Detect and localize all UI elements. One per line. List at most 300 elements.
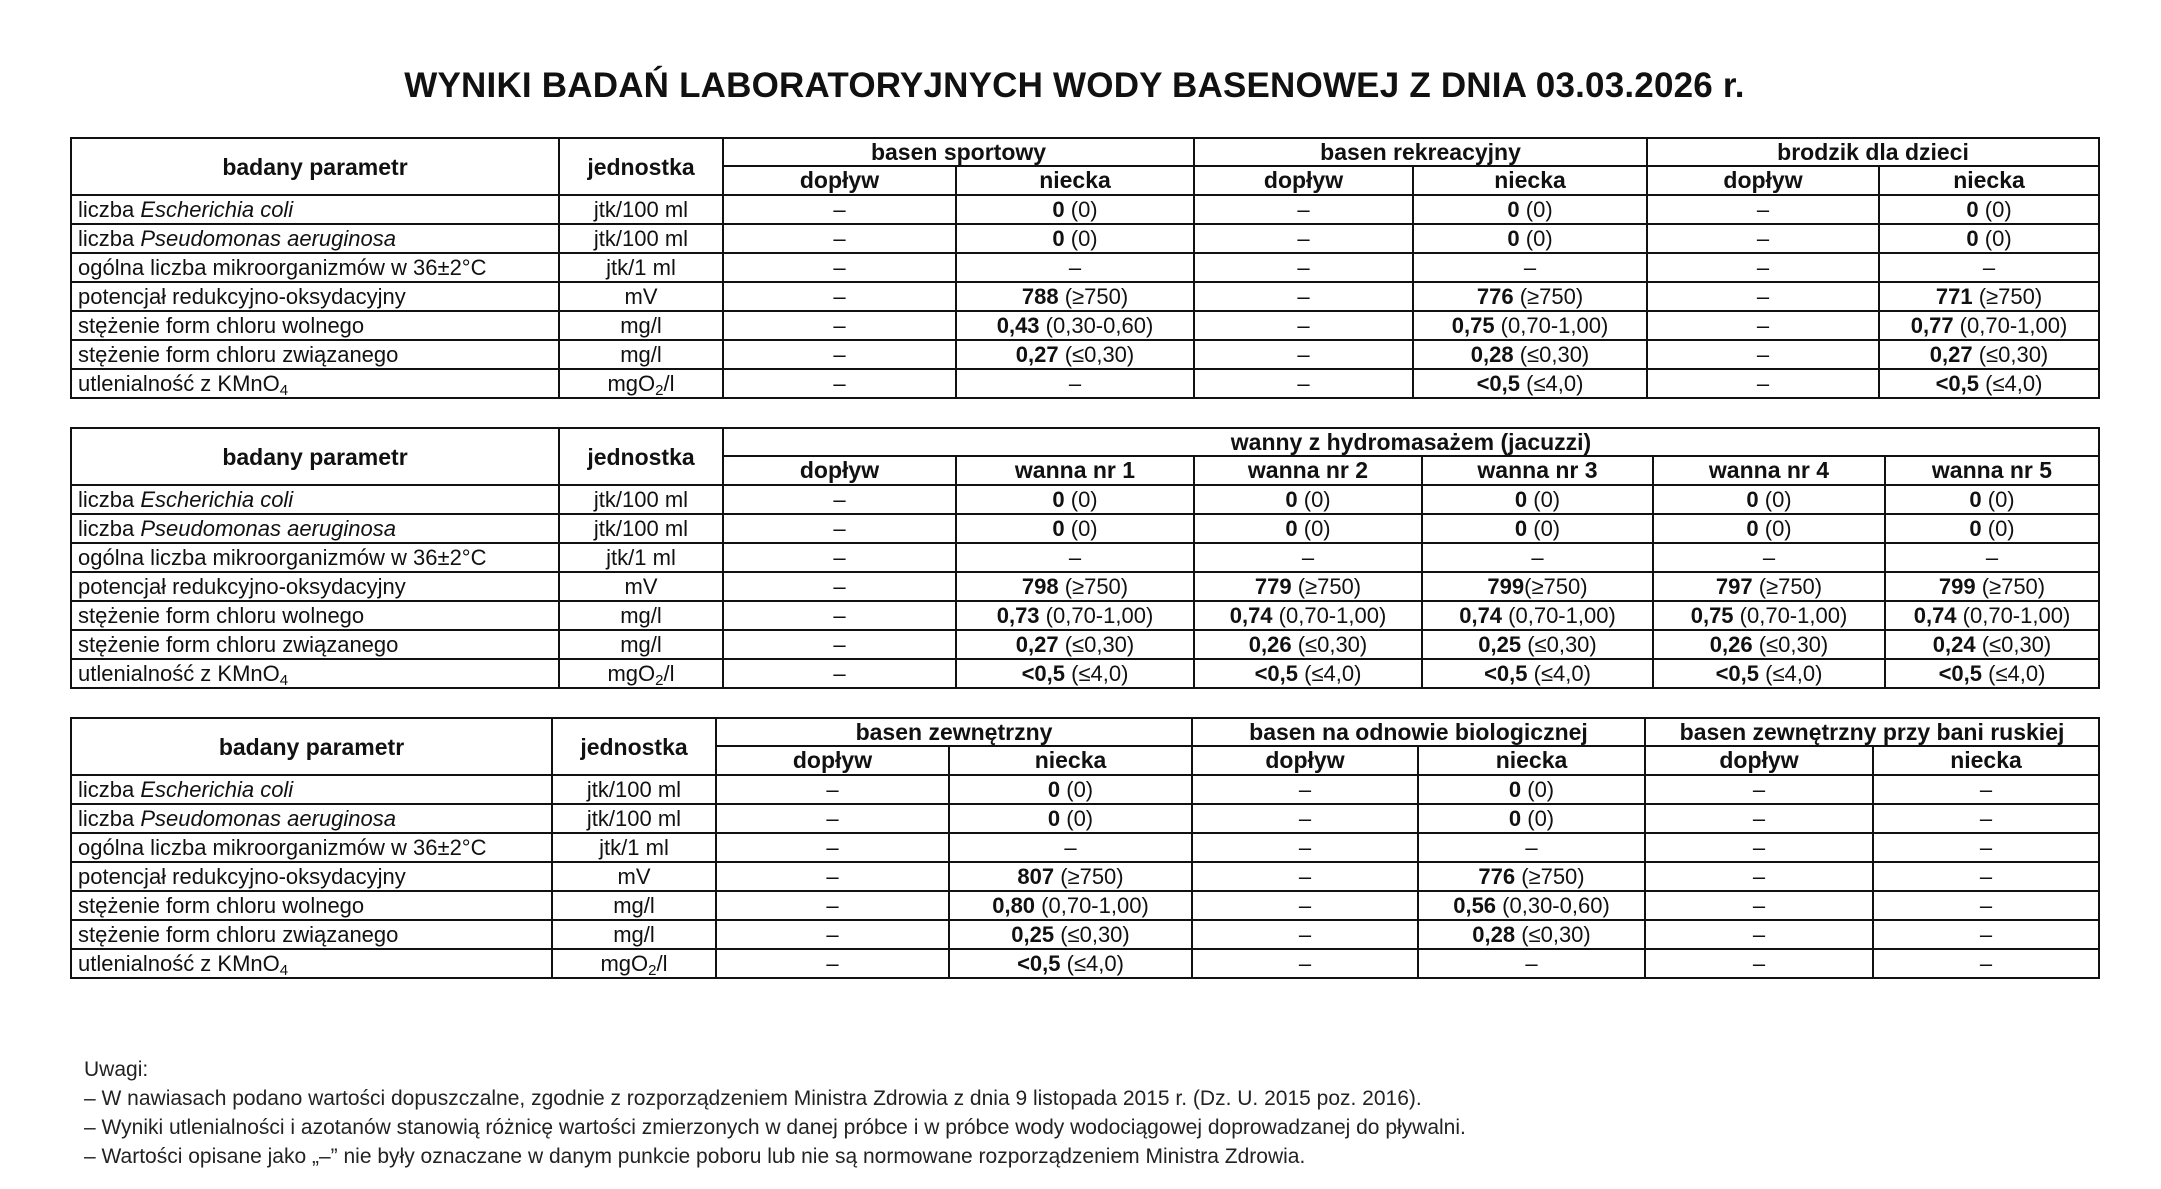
result-value: – [1756, 313, 1770, 338]
result-value: 776 [1478, 864, 1516, 889]
result-limit: (≤4,0) [1520, 371, 1584, 396]
result-limit: (≤4,0) [1060, 951, 1124, 976]
header-row-groups [71, 138, 2099, 166]
unit-cell [559, 514, 723, 543]
result-cell [1879, 340, 2099, 369]
result-value: – [1298, 777, 1312, 802]
results-table-outdoor [70, 717, 2100, 979]
result-limit: (0) [1981, 516, 2015, 541]
result-cell [723, 543, 956, 572]
result-cell [1194, 572, 1422, 601]
result-cell [1645, 833, 1873, 862]
result-limit: (0,30-0,60) [1039, 313, 1154, 338]
result-value: 799 [1938, 574, 1976, 599]
result-cell [716, 920, 949, 949]
result-cell [716, 775, 949, 804]
result-value: <0,5 [1938, 661, 1982, 686]
result-limit: (≥750) [1054, 864, 1124, 889]
result-value: – [1297, 255, 1310, 280]
sampling-point-header: niecka [1873, 746, 2099, 775]
result-value: – [833, 313, 846, 338]
unit-cell [559, 224, 723, 253]
result-cell [1647, 369, 1879, 398]
unit-cell [559, 659, 723, 688]
result-value: <0,5 [1476, 371, 1521, 396]
result-value: 771 [1935, 284, 1973, 309]
result-cell [1192, 804, 1418, 833]
result-limit: (≤0,30) [1975, 632, 2052, 657]
result-value: 0 [1052, 487, 1065, 512]
result-value: 0,28 [1470, 342, 1514, 367]
result-value: – [1531, 545, 1544, 570]
table-row [71, 833, 2099, 862]
result-limit: (0) [1064, 487, 1098, 512]
result-limit: (0,70-1,00) [1953, 313, 2068, 338]
result-value: – [1297, 226, 1310, 251]
result-value: – [1979, 951, 1993, 976]
result-value: – [1297, 197, 1310, 222]
result-value: – [1301, 545, 1315, 570]
table-row [71, 253, 2099, 282]
result-cell [956, 659, 1194, 688]
parameter-name [71, 804, 552, 833]
parameter-organism: Pseudomonas aeruginosa [140, 226, 396, 251]
group-header: basen zewnętrzny [716, 718, 1192, 746]
result-limit: (≥750) [1975, 574, 2046, 599]
result-value: 807 [1017, 864, 1055, 889]
result-cell [949, 833, 1192, 862]
result-limit: (0) [1521, 777, 1555, 802]
group-header: wanny z hydromasażem (jacuzzi) [723, 428, 2099, 456]
result-cell [1885, 659, 2099, 688]
result-value: 0 [1047, 777, 1061, 802]
result-limit: (≤4,0) [1065, 661, 1129, 686]
sampling-point-header: wanna nr 1 [956, 456, 1194, 485]
unit-tail: /l [663, 371, 675, 396]
result-cell [1873, 920, 2099, 949]
result-limit: (0,70-1,00) [1502, 603, 1616, 628]
result-value: – [1297, 342, 1310, 367]
sampling-point-header: dopływ [723, 456, 956, 485]
parameter-name [71, 920, 552, 949]
result-value: – [1756, 226, 1770, 251]
result-limit: (≤4,0) [1527, 661, 1591, 686]
group-header: basen na odnowie biologicznej [1192, 718, 1645, 746]
sampling-point-header: wanna nr 3 [1422, 456, 1653, 485]
result-limit: (0,70-1,00) [1494, 313, 1609, 338]
result-value: – [1752, 864, 1766, 889]
unit-cell [552, 775, 716, 804]
result-limit: (≤0,30) [1291, 632, 1368, 657]
parameter-name [71, 224, 559, 253]
header-row-groups [71, 718, 2099, 746]
parameter-name [71, 253, 559, 282]
result-limit: (≤0,30) [1515, 922, 1591, 947]
result-cell [1879, 253, 2099, 282]
unit-cell [552, 891, 716, 920]
result-value: – [1525, 951, 1538, 976]
result-value: – [833, 603, 846, 628]
result-cell [1653, 485, 1885, 514]
result-cell [956, 543, 1194, 572]
result-cell [1885, 601, 2099, 630]
result-cell [1418, 920, 1645, 949]
result-value: 0,25 [1011, 922, 1055, 947]
result-value: 0 [1969, 487, 1982, 512]
result-value: 0,75 [1690, 603, 1734, 628]
result-limit: (0) [1521, 806, 1555, 831]
result-limit: (≥750) [1524, 574, 1588, 599]
parameter-label: liczba [78, 806, 141, 831]
result-limit: (0) [1981, 487, 2015, 512]
unit-label: mg/l [620, 342, 662, 367]
table-row [71, 775, 2099, 804]
result-cell [1653, 572, 1885, 601]
result-cell [1413, 311, 1647, 340]
unit-label: mgO [607, 371, 656, 396]
table-row [71, 891, 2099, 920]
table-row [71, 630, 2099, 659]
result-cell [1645, 891, 1873, 920]
result-cell [1885, 543, 2099, 572]
result-limit: (≥750) [1513, 284, 1584, 309]
table-row [71, 572, 2099, 601]
unit-cell [559, 340, 723, 369]
result-cell [1194, 601, 1422, 630]
result-value: 0 [1514, 487, 1528, 512]
result-value: 779 [1254, 574, 1292, 599]
result-value: – [1297, 371, 1310, 396]
parameter-label: utlenialność z KMnO [78, 371, 280, 396]
parameter-organism: Pseudomonas aeruginosa [140, 806, 396, 831]
parameter-name [71, 601, 559, 630]
column-header-parameter: badany parametr [71, 718, 552, 775]
parameter-name [71, 195, 559, 224]
parameter-label: ogólna liczba mikroorganizmów w 36±2°C [78, 255, 487, 280]
result-cell [1873, 833, 2099, 862]
result-value: 0 [1969, 516, 1982, 541]
result-value: – [833, 197, 846, 222]
result-cell [1413, 369, 1647, 398]
unit-tail: /l [656, 951, 668, 976]
table-row [71, 601, 2099, 630]
result-limit: (≤0,30) [1521, 632, 1597, 657]
table-row [71, 862, 2099, 891]
result-cell [1194, 369, 1413, 398]
result-value: – [833, 342, 846, 367]
unit-label: mgO [600, 951, 649, 976]
result-value: – [833, 574, 846, 599]
result-cell [1645, 920, 1873, 949]
result-value: <0,5 [1935, 371, 1980, 396]
result-value: 0 [1047, 806, 1061, 831]
result-value: 0 [1052, 226, 1065, 251]
parameter-label: stężenie form chloru związanego [78, 342, 399, 367]
result-value: – [833, 226, 846, 251]
result-cell [1418, 804, 1645, 833]
unit-label: mg/l [613, 922, 655, 947]
result-cell [1192, 862, 1418, 891]
result-value: – [1298, 806, 1312, 831]
result-limit: (≤4,0) [1982, 661, 2046, 686]
result-value: – [1756, 371, 1770, 396]
parameter-label: potencjał redukcyjno-oksydacyjny [78, 284, 406, 309]
result-limit: (0,70-1,00) [1956, 603, 2071, 628]
result-value: – [1298, 893, 1312, 918]
result-cell [1879, 282, 2099, 311]
table-row [71, 282, 2099, 311]
result-value: 0,28 [1472, 922, 1516, 947]
unit-tail: /l [663, 661, 675, 686]
result-value: 0 [1966, 226, 1979, 251]
result-value: – [1298, 864, 1312, 889]
result-limit: (0) [1064, 226, 1098, 251]
result-cell [723, 224, 956, 253]
result-value: 0,26 [1709, 632, 1753, 657]
result-value: 0 [1746, 487, 1759, 512]
result-cell [1647, 340, 1879, 369]
result-value: – [826, 922, 839, 947]
note-item: – Wyniki utlenialności i azotanów stanowią różnicę wartości zmierzonych w danej próbce i w próbce wody wodociągowej doprowadzanej do pływalni. [84, 1116, 1466, 1139]
parameter-label: liczba [78, 226, 141, 251]
parameter-subscript: 4 [279, 382, 289, 398]
result-cell [1418, 862, 1645, 891]
table-row [71, 514, 2099, 543]
unit-cell [559, 543, 723, 572]
result-value: – [1982, 255, 1996, 280]
result-value: – [1752, 951, 1766, 976]
result-cell [723, 311, 956, 340]
result-cell [956, 224, 1194, 253]
result-cell [723, 514, 956, 543]
result-cell [1879, 311, 2099, 340]
result-value: – [1068, 545, 1082, 570]
result-cell [1418, 949, 1645, 978]
result-value: 0 [1507, 226, 1520, 251]
result-value: 0 [1285, 516, 1298, 541]
notes-section [84, 1055, 1466, 1171]
result-cell [716, 891, 949, 920]
page-title: WYNIKI BADAŃ LABORATORYJNYCH WODY BASENOWEJ Z DNIA 03.03.2026 r. [404, 66, 1745, 105]
unit-cell [559, 572, 723, 601]
result-cell [956, 369, 1194, 398]
parameter-name [71, 891, 552, 920]
result-cell [1879, 195, 2099, 224]
result-cell [1422, 630, 1653, 659]
parameter-label: potencjał redukcyjno-oksydacyjny [78, 864, 406, 889]
result-cell [1653, 514, 1885, 543]
result-limit: (0) [1758, 516, 1792, 541]
result-cell [1873, 949, 2099, 978]
parameter-subscript: 4 [279, 962, 289, 978]
result-limit: (0) [1060, 777, 1094, 802]
table-row [71, 485, 2099, 514]
unit-label: jtk/100 ml [593, 487, 689, 512]
unit-cell [559, 485, 723, 514]
result-cell [723, 369, 956, 398]
result-value: – [826, 777, 839, 802]
unit-label: jtk/100 ml [586, 777, 682, 802]
result-limit: (0,30-0,60) [1496, 893, 1610, 918]
result-cell [1422, 601, 1653, 630]
result-limit: (0) [1064, 197, 1098, 222]
result-value: 797 [1715, 574, 1753, 599]
result-cell [723, 572, 956, 601]
result-value: 0,74 [1459, 603, 1503, 628]
parameter-label: utlenialność z KMnO [78, 661, 280, 686]
result-cell [1413, 282, 1647, 311]
parameter-label: liczba [78, 516, 141, 541]
result-value: 0 [1746, 516, 1759, 541]
result-cell [1422, 659, 1653, 688]
result-value: 0,27 [1929, 342, 1973, 367]
result-limit: (≥750) [1058, 284, 1129, 309]
result-value: – [1979, 835, 1993, 860]
results-table-jacuzzi [70, 427, 2100, 689]
result-limit: (0,70-1,00) [1733, 603, 1848, 628]
parameter-name [71, 572, 559, 601]
result-cell [723, 253, 956, 282]
result-cell [956, 253, 1194, 282]
result-value: – [1756, 342, 1770, 367]
result-cell [1873, 775, 2099, 804]
result-cell [949, 920, 1192, 949]
result-cell [956, 282, 1194, 311]
unit-label: mV [624, 284, 658, 309]
result-cell [1645, 804, 1873, 833]
result-limit: (≥750) [1291, 574, 1362, 599]
result-value: – [1297, 284, 1310, 309]
column-header-parameter: badany parametr [71, 138, 559, 195]
header-row-groups [71, 428, 2099, 456]
parameter-label: stężenie form chloru wolnego [78, 603, 365, 628]
result-value: 0,74 [1913, 603, 1957, 628]
parameter-label: utlenialność z KMnO [78, 951, 280, 976]
result-cell [1194, 253, 1413, 282]
unit-subscript: 2 [655, 672, 664, 688]
result-cell [1413, 224, 1647, 253]
parameter-label: stężenie form chloru wolnego [78, 313, 365, 338]
result-limit: (≤4,0) [1759, 661, 1823, 686]
result-cell [716, 804, 949, 833]
result-value: – [826, 893, 839, 918]
result-value: 0,73 [996, 603, 1040, 628]
result-cell [956, 601, 1194, 630]
unit-label: jtk/100 ml [586, 806, 682, 831]
result-value: 0,43 [996, 313, 1040, 338]
parameter-name [71, 630, 559, 659]
result-cell [1194, 485, 1422, 514]
result-cell [956, 630, 1194, 659]
parameter-name [71, 949, 552, 978]
parameter-name [71, 543, 559, 572]
result-limit: (≥750) [1058, 574, 1129, 599]
result-cell [1647, 224, 1879, 253]
result-cell [1194, 340, 1413, 369]
sampling-point-header: dopływ [1647, 166, 1879, 195]
result-value: 0 [1966, 197, 1979, 222]
result-cell [1194, 224, 1413, 253]
result-value: – [1756, 284, 1770, 309]
result-cell [1422, 543, 1653, 572]
result-value: – [1752, 835, 1766, 860]
sampling-point-header: dopływ [716, 746, 949, 775]
result-value: – [833, 632, 846, 657]
result-cell [1873, 804, 2099, 833]
column-header-unit: jednostka [559, 428, 723, 485]
parameter-organism: Escherichia coli [140, 777, 294, 802]
result-value: <0,5 [1715, 661, 1759, 686]
result-cell [1418, 833, 1645, 862]
parameter-name [71, 282, 559, 311]
result-cell [716, 833, 949, 862]
result-value: 0 [1052, 197, 1065, 222]
unit-label: mg/l [620, 632, 662, 657]
sampling-point-header: wanna nr 5 [1885, 456, 2099, 485]
parameter-label: liczba [78, 487, 141, 512]
result-cell [1194, 659, 1422, 688]
unit-subscript: 2 [648, 962, 657, 978]
result-value: 799 [1487, 574, 1525, 599]
unit-label: mg/l [613, 893, 655, 918]
parameter-name [71, 514, 559, 543]
result-limit: (0) [1297, 516, 1331, 541]
unit-cell [552, 833, 716, 862]
result-limit: (0) [1527, 487, 1561, 512]
unit-subscript: 2 [655, 382, 664, 398]
table-row [71, 224, 2099, 253]
result-limit: (0) [1064, 516, 1098, 541]
result-limit: (0) [1527, 516, 1561, 541]
table-row [71, 920, 2099, 949]
result-value: 0 [1514, 516, 1528, 541]
result-value: <0,5 [1484, 661, 1528, 686]
result-value: – [1979, 777, 1993, 802]
result-cell [1653, 543, 1885, 572]
unit-cell [559, 195, 723, 224]
result-value: – [1752, 922, 1766, 947]
unit-label: jtk/1 ml [599, 835, 669, 860]
group-header: brodzik dla dzieci [1647, 138, 2099, 166]
unit-cell [552, 862, 716, 891]
result-value: – [1064, 835, 1077, 860]
result-cell [1194, 282, 1413, 311]
result-value: – [1298, 951, 1312, 976]
result-cell [1192, 920, 1418, 949]
result-cell [1653, 630, 1885, 659]
note-item: – W nawiasach podano wartości dopuszczalne, zgodnie z rozporządzeniem Ministra Zdrowia z dnia 9 listopada 2015 r. (Dz. U. 2015 poz. 2016). [84, 1087, 1422, 1110]
result-cell [1647, 311, 1879, 340]
parameter-name [71, 311, 559, 340]
result-cell [723, 601, 956, 630]
unit-cell [559, 253, 723, 282]
result-value: – [1756, 255, 1770, 280]
result-value: – [833, 371, 846, 396]
result-limit: (≤0,30) [1752, 632, 1829, 657]
result-value: 0,80 [992, 893, 1036, 918]
parameter-name [71, 659, 559, 688]
parameter-name [71, 369, 559, 398]
parameter-label: liczba [78, 197, 141, 222]
result-cell [1194, 195, 1413, 224]
result-limit: (0) [1519, 226, 1553, 251]
table-row [71, 369, 2099, 398]
result-value: – [1979, 806, 1993, 831]
parameter-subscript: 4 [279, 672, 289, 688]
parameter-name [71, 833, 552, 862]
unit-label: mV [624, 574, 658, 599]
unit-cell [559, 282, 723, 311]
